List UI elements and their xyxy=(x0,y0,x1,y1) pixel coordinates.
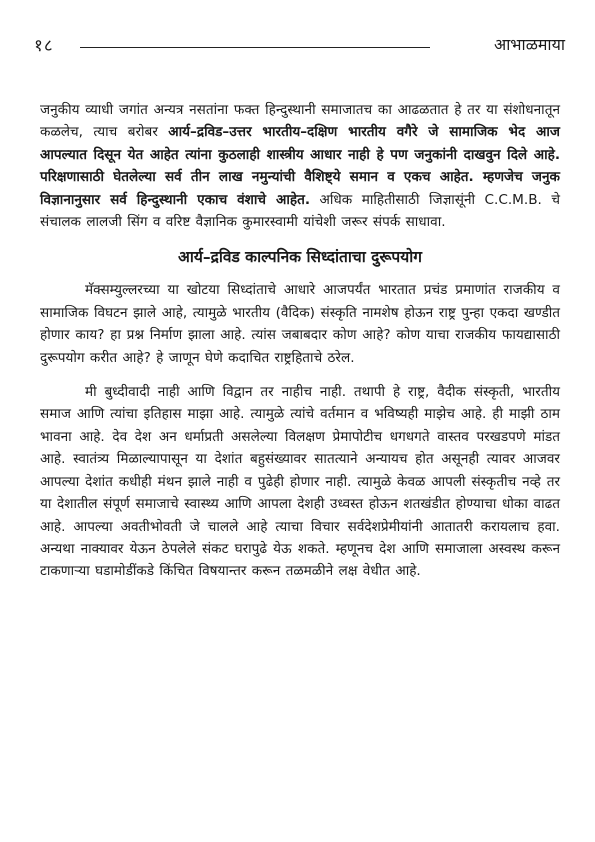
paragraph-bold-text: आर्य–द्रविड–उत्तर भारतीय–दक्षिण भारतीय वगैरे जे सामाजिक भेद आज आपल्यात दिसून येत आहेत त्यांना कुठलाही शास्त्रीय आधार नाही हे पण जनुकांनी दाखवुन दिले आहे. परिक्षणासाठी घेतलेल्या सर्व तीन लाख नमुन्यांची वैशिष्ट्ये समान व एकच आहेत. म्हणजेच जनुक विज्ञानानुसार सर्व हिन्दुस्थानी एकाच वंशाचे आहेत. xyxy=(40,124,560,208)
page-number: १८ xyxy=(34,36,54,56)
page-body xyxy=(40,99,560,583)
running-title: आभाळमाया xyxy=(493,35,565,54)
paragraph-gap xyxy=(40,369,560,381)
section-heading: आर्य–द्रविड काल्पनिक सिध्दांताचा दुरूपयोग xyxy=(178,248,422,267)
paragraph-author-view: मी बुध्दीवादी नाही आणि विद्वान तर नाहीच नाही. तथापी हे राष्ट्र, वैदीक संस्कृती, भारतीय समाज आणि त्यांचा इतिहास माझा आहे. त्यामुळे त्यांचे वर्तमान व भविष्यही माझेच आहे. ही माझी ठाम भावना आहे. देव देश अन धर्माप्रती असलेल्या विलक्षण प्रेमापोटीच धगधगते वास्तव परखडपणे मांडत आहे. स्वातंत्र्य मिळाल्यापासून या देशांत बहुसंख्यावर सातत्याने अन्यायच होत असूनही त्यावर आजवर आपल्या देशांत कधीही मंथन झाले नाही व पुढेही होणार नाही. त्यामुळे केवळ आपली संस्कृतीच नव्हे तर या देशातील संपूर्ण समाजाचे स्वास्थ्य आणि आपला देशही उध्वस्त होऊन शतखंडीत होण्याचा धोका वाढत आहे. आपल्या अवतीभोवती जे चालले आहे त्याचा विचार सर्वदेशप्रेमीयांनी आतातरी करायलाच हवा. अन्यथा नाक्यावर येऊन ठेपलेले संकट घरापुढे येऊ शकते. म्हणूनच देश आणि समाजाला अस्वस्थ करून टाकणाऱ्या घडामोडींकडे किंचित विषयान्तर करून तळमळीने लक्ष वेधीत आहे. xyxy=(40,384,560,580)
paragraph-text: अधिक माहितीसाठी जिज्ञासूंनी C.C.M.B. चे संचालक लालजी सिंग व वरिष्ट वैज्ञानिक कुमारस्वामी यांचेशी जरूर संपर्क साधावा. xyxy=(40,191,561,231)
paragraph-text: जनुकीय व्याधी जगांत अन्यत्र नसतांना फक्त हिन्दुस्थानी समाजातच का आढळतात हे तर या संशोधनातून कळलेच, त्याच बरोबर xyxy=(40,102,560,141)
page-header xyxy=(30,30,565,58)
paragraph-genetic-study xyxy=(40,99,560,233)
header-rule xyxy=(80,47,430,48)
paragraph-misuse: मॅक्सम्युल्लरच्या या खोटया सिध्दांताचे आधारे आजपर्यंत भारतात प्रचंड प्रमाणांत राजकीय व सामाजिक विघटन झाले आहे, त्यामुळे भारतीय (वैदिक) संस्कृति नामशेष होऊन राष्ट्र पुन्हा एकदा खण्डीत होणार काय? हा प्रश्न निर्माण झाला आहे. त्यांस जबाबदार कोण आहे? कोण याचा राजकीय फायद्यासाठी दुरूपयोग करीत आहे? हे जाणून घेणे कदाचित राष्ट्रहिताचे ठरेल. xyxy=(40,282,560,366)
